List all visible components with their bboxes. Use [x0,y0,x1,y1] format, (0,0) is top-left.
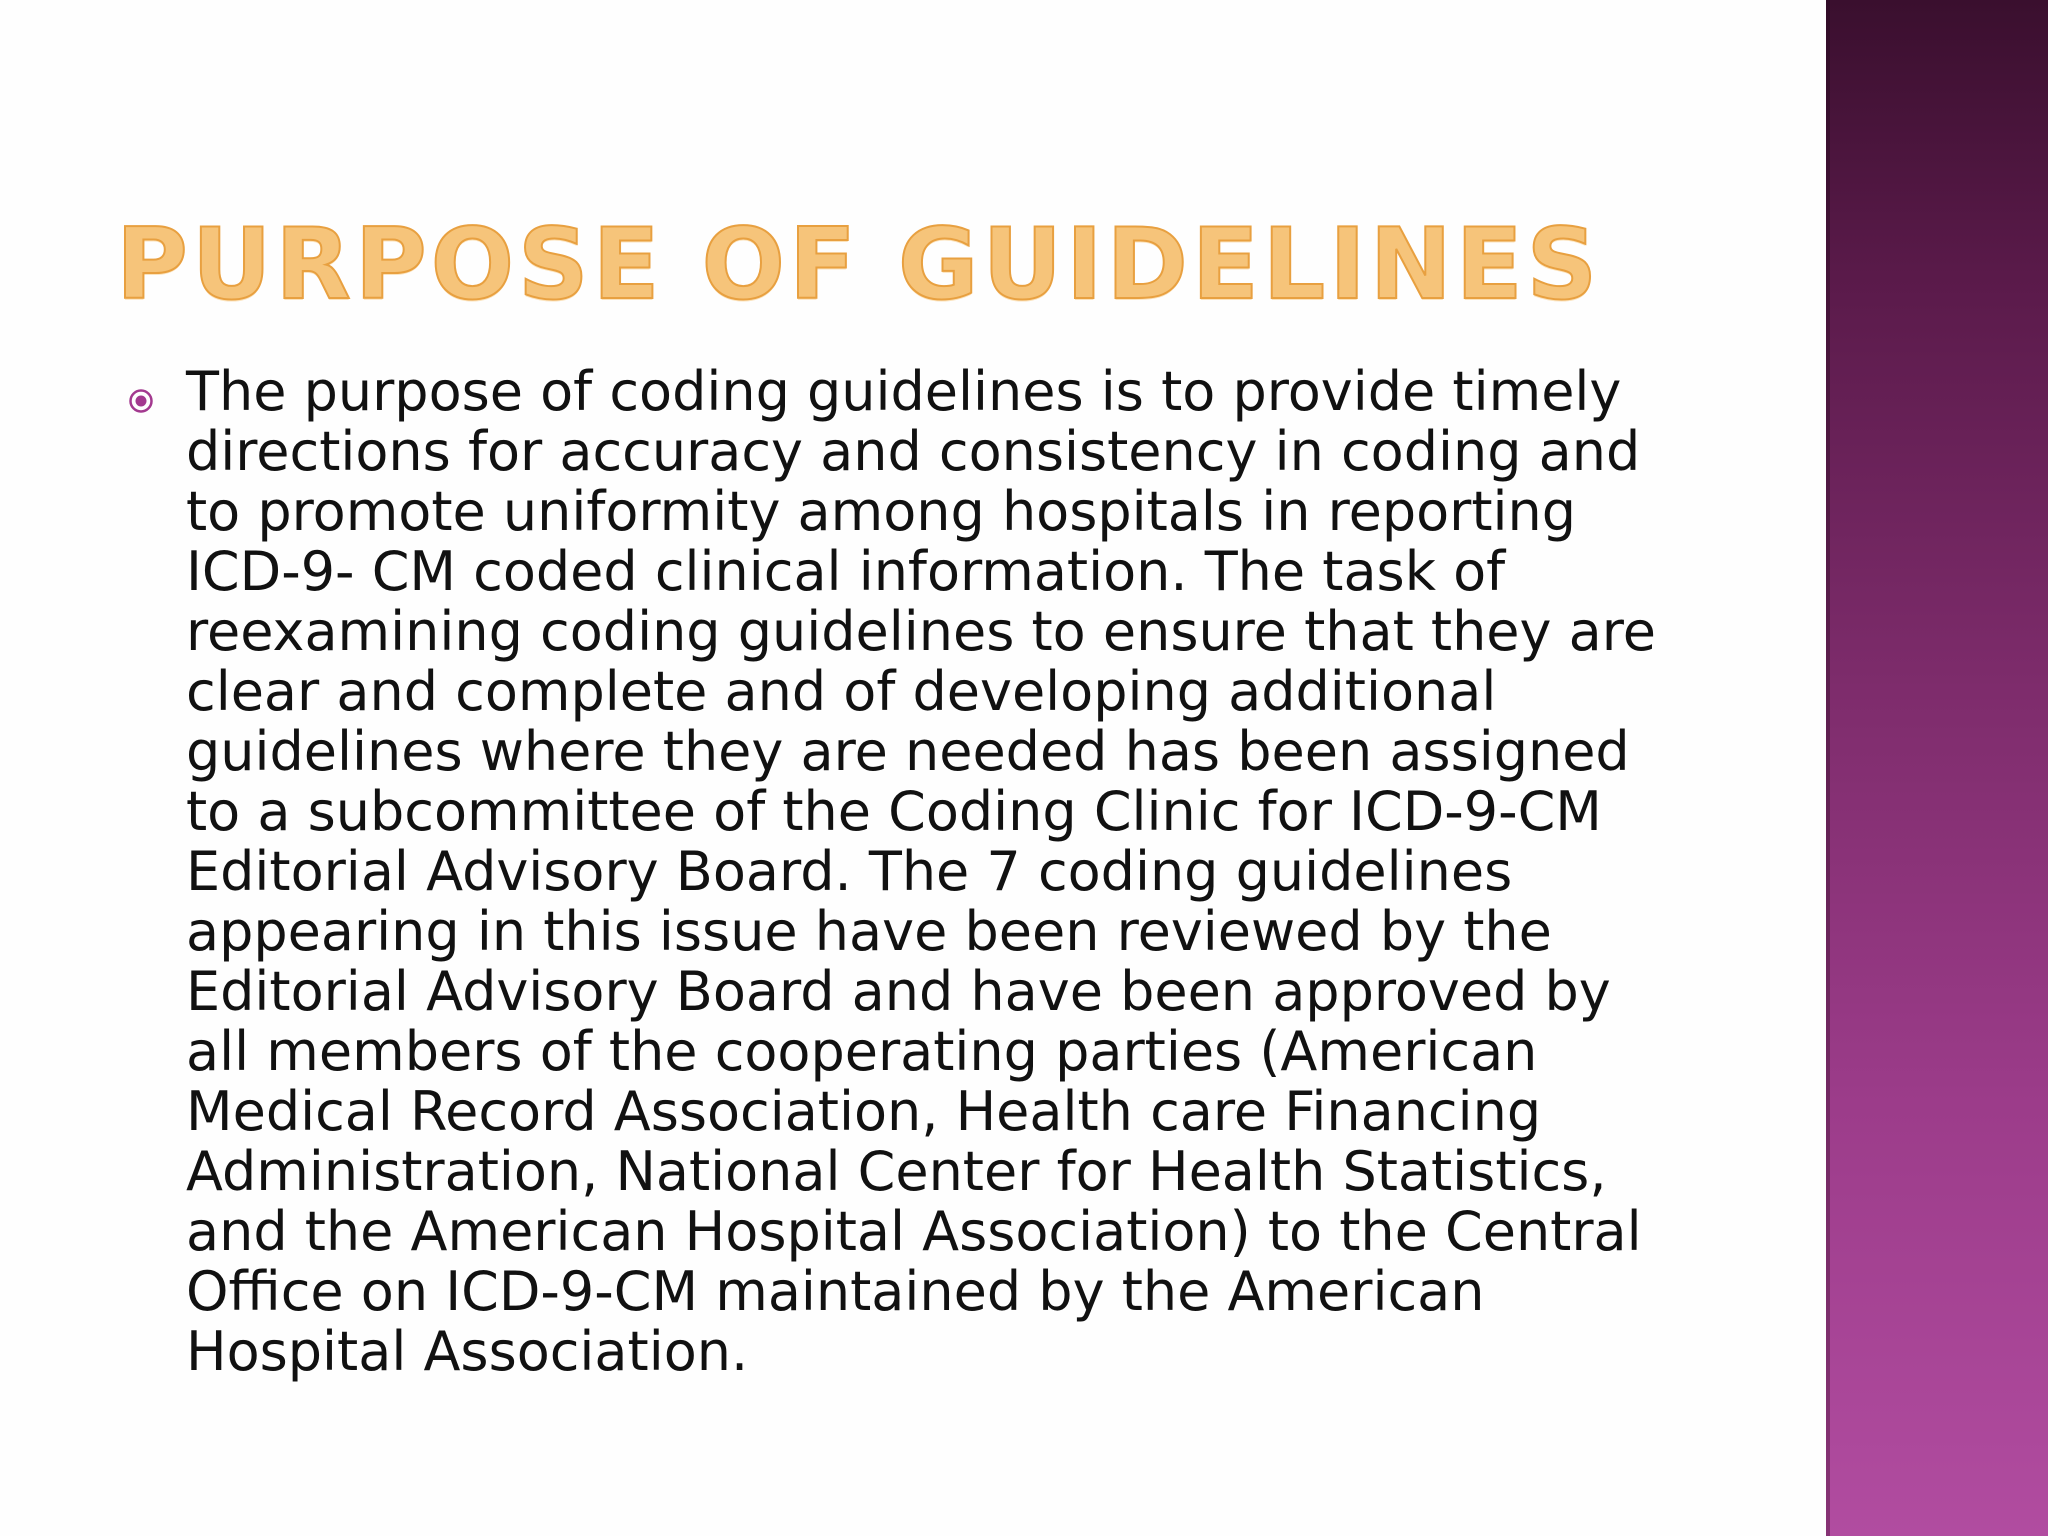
target-bullet-icon [128,388,154,414]
decorative-side-bar [1826,0,2048,1536]
bullet-item [128,362,1728,1382]
side-bar-edge [1826,0,1830,1536]
slide-content [128,362,1728,1382]
bullet-text: The purpose of coding guidelines is to provide timely directions for accuracy and consistency in coding and to promote uniformity among hospitals in reporting ICD-9- CM coded clinical information. The task of reexamining coding guidelines to ensure that they are clear and complete and of developing additional guidelines where they are needed has been assigned to a subcommittee of the Coding Clinic for ICD-9-CM Editorial Advisory Board. The 7 coding guidelines appearing in this issue have been reviewed by the Editorial Advisory Board and have been approved by all members of the cooperating parties (American Medical Record Association, Health care Financing Administration, National Center for Health Statistics, and the American Hospital Association) to the Central Office on ICD-9-CM maintained by the American Hospital Association. [186,360,1656,1383]
slide-title: PURPOSE OF GUIDELINES [116,208,1602,322]
